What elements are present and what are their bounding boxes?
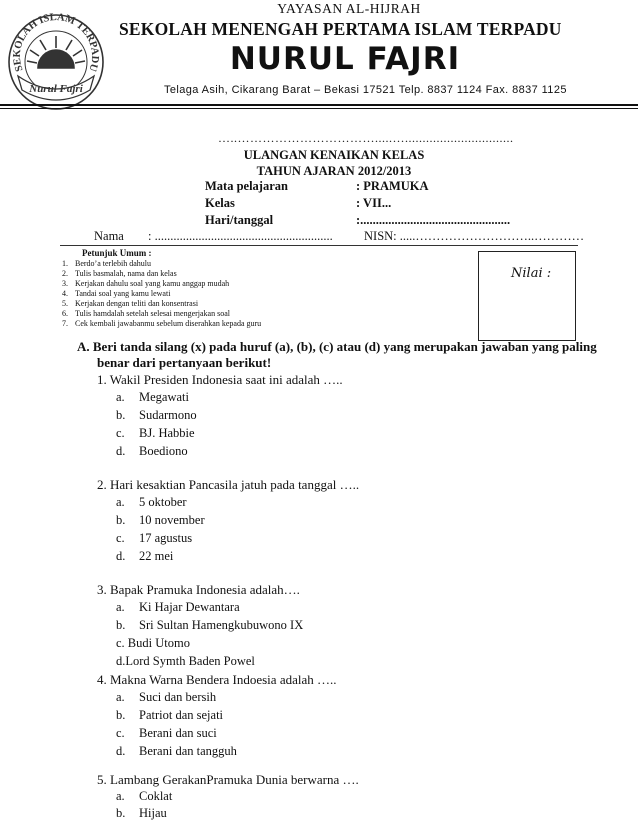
question-4: 4. Makna Warna Bendera Indoesia adalah ….. <box>97 672 337 687</box>
option-q4-a[interactable]: a. Suci dan bersih <box>116 690 217 704</box>
field-label-subject: Mata pelajaran <box>205 179 288 193</box>
option-q1-c[interactable]: c. BJ. Habbie <box>116 426 195 440</box>
dotted-line: …..…………………………….....…............................... <box>218 131 514 145</box>
question-1: 1. Wakil Presiden Indonesia saat ini adalah ….. <box>97 372 343 387</box>
option-q3-d[interactable]: d.Lord Symth Baden Powel <box>116 654 255 668</box>
nisn-field[interactable]: NISN: .....………………………..………… <box>364 229 585 243</box>
question-3: 3. Bapak Pramuka Indonesia adalah…. <box>97 582 300 597</box>
option-q3-a[interactable]: a. Ki Hajar Dewantara <box>116 600 240 614</box>
header-rule-thick <box>0 104 638 106</box>
instruction-item: 1. Berdo’a terlebih dahulu <box>62 259 151 268</box>
name-label: Nama <box>94 229 124 243</box>
option-q4-c[interactable]: c. Berani dan suci <box>116 726 217 740</box>
school-brand-name: NURUL FAJRI <box>229 41 461 77</box>
school-name: SEKOLAH MENENGAH PERTAMA ISLAM TERPADU <box>119 19 562 39</box>
logo-banner-text: Nurul Fajri <box>29 83 83 95</box>
field-value-class: : VII... <box>356 196 392 210</box>
score-box[interactable] <box>478 251 576 341</box>
instruction-item: 2. Tulis basmalah, nama dan kelas <box>62 269 177 278</box>
exam-title: ULANGAN KENAIKAN KELAS <box>243 148 425 162</box>
score-label: Nilai : <box>511 266 552 281</box>
instruction-item: 4. Tandai soal yang kamu lewati <box>62 289 171 298</box>
option-q4-d[interactable]: d. Berani dan tangguh <box>116 744 237 758</box>
question-5: 5. Lambang GerakanPramuka Dunia berwarna …. <box>97 772 359 787</box>
option-q1-b[interactable]: b. Sudarmono <box>116 408 197 422</box>
option-q5-b[interactable]: b. Hijau <box>116 806 167 820</box>
option-q2-c[interactable]: c. 17 agustus <box>116 531 193 545</box>
instruction-item: 6. Tulis hamdalah setelah selesai mengerjakan soal <box>62 309 230 318</box>
field-label-date: Hari/tanggal <box>205 213 274 227</box>
option-q2-b[interactable]: b. 10 november <box>116 513 205 527</box>
header-rule-thin <box>0 108 638 109</box>
instructions-title: Petunjuk Umum : <box>82 248 152 258</box>
option-q3-c[interactable]: c. Budi Utomo <box>116 636 190 650</box>
section-a-instruction-cont: benar dari pertanyaan berikut! <box>97 355 272 370</box>
instruction-item: 5. Kerjakan dengan teliti dan konsentrasi <box>62 299 199 308</box>
instruction-item: 3. Kerjakan dahulu soal yang kamu anggap mudah <box>62 279 230 288</box>
option-q2-d[interactable]: d. 22 mei <box>116 549 174 563</box>
field-label-class: Kelas <box>205 196 235 210</box>
field-value-date: :................................................ <box>356 213 511 227</box>
section-separator <box>60 245 578 246</box>
option-q5-a[interactable]: a. Coklat <box>116 789 173 803</box>
foundation-name: YAYASAN AL-HIJRAH <box>277 1 421 16</box>
option-q1-d[interactable]: d. Boediono <box>116 444 188 458</box>
school-address: Telaga Asih, Cikarang Barat – Bekasi 17521 Telp. 8837 1124 Fax. 8837 1125 <box>164 84 567 96</box>
exam-year: TAHUN AJARAN 2012/2013 <box>256 164 412 178</box>
option-q3-b[interactable]: b. Sri Sultan Hamengkubuwono IX <box>116 618 304 632</box>
field-value-subject: : PRAMUKA <box>356 179 429 193</box>
option-q1-a[interactable]: a. Megawati <box>116 390 189 404</box>
instruction-item: 7. Cek kembali jawabanmu sebelum diserahkan kepada guru <box>62 319 262 328</box>
logo-ring-text: SEKOLAH ISLAM TERPADU <box>11 12 101 73</box>
option-q2-a[interactable]: a. 5 oktober <box>116 495 187 509</box>
section-a-instruction: A. Beri tanda silang (x) pada huruf (a), (b), (c) atau (d) yang merupakan jawaban yang paling <box>77 339 597 354</box>
name-field[interactable]: : ......................................................... <box>148 229 333 243</box>
option-q4-b[interactable]: b. Patriot dan sejati <box>116 708 224 722</box>
question-2: 2. Hari kesaktian Pancasila jatuh pada tanggal ….. <box>97 477 360 492</box>
